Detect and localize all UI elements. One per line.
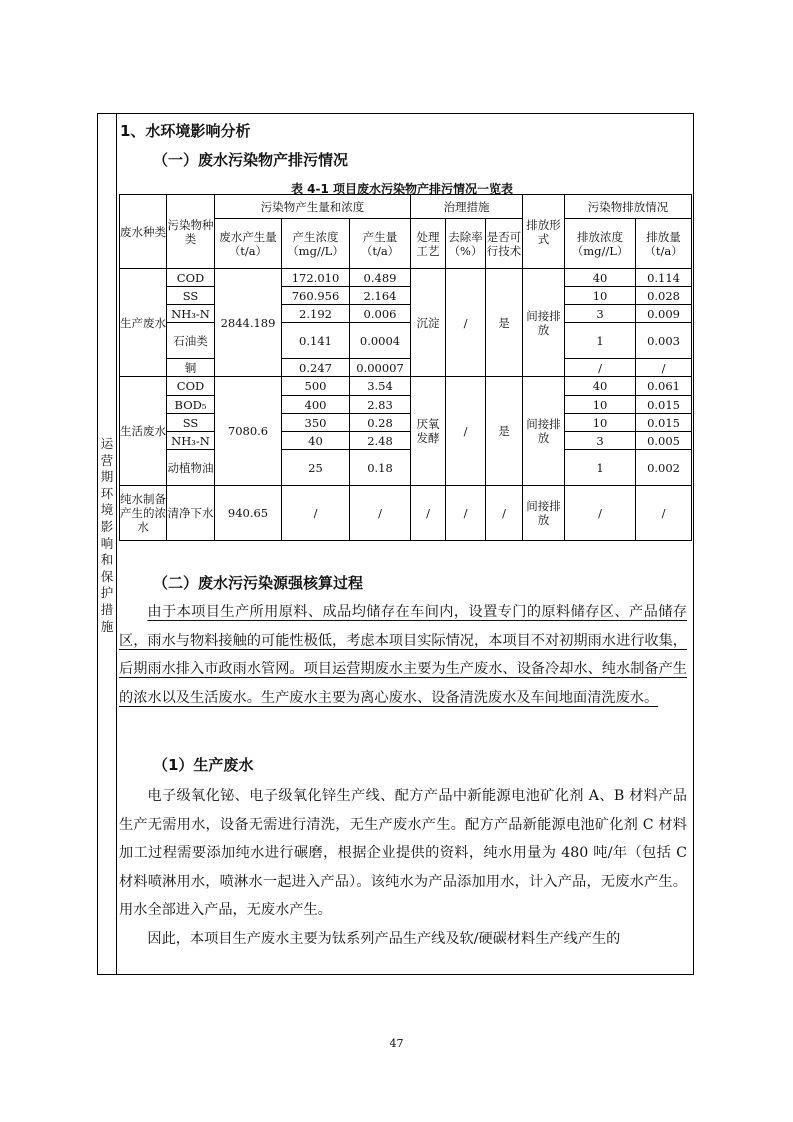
header-discharge-mode: 排放形式 (523, 195, 565, 269)
cell-dis-conc: 40 (565, 377, 636, 396)
cell-pollutant: 动植物油 (167, 450, 215, 486)
cell-dis-conc: 1 (565, 323, 636, 359)
table-row (120, 486, 692, 541)
cell-feasible-domestic: 是 (486, 377, 523, 486)
table-row (120, 450, 692, 486)
cell-feasible-production: 是 (486, 269, 523, 377)
cell-gen-conc: 0.141 (282, 323, 350, 359)
table-row (120, 377, 692, 396)
table-row (120, 414, 692, 432)
cell-gen-conc: 760.956 (282, 287, 350, 305)
header-dis-amount: 排放量（t/a） (636, 219, 692, 269)
side-label: 运营期环境影响和保护措施 (100, 436, 114, 634)
table-row (120, 269, 692, 287)
header-discharge: 污染物排放情况 (565, 195, 692, 219)
paragraph-conclusion: 因此，本项目生产废水主要为钛系列产品生产线及软/硬碳材料生产线产生的 (147, 931, 621, 947)
cell-gen-amount: 0.489 (350, 269, 411, 287)
wastewater-table (119, 194, 692, 541)
cell-pollutant: NH₃-N (167, 432, 215, 450)
cell-dis-amount: 0.114 (636, 269, 692, 287)
cell-gen-amount: 2.164 (350, 287, 411, 305)
cell-gen-amount: 2.48 (350, 432, 411, 450)
cell-gen-conc: / (282, 486, 350, 541)
cell-dis-conc: / (565, 486, 636, 541)
paragraph-rainwater: 由于本项目生产所用原料、成品均储存在车间内，设置专门的原料储存区、产品储存区，雨水与物料接触的可能性极低，考虑本项目实际情况，本项目不对初期雨水进行收集，后期雨水排入市政雨水管网。项目运营期废水主要为生产废水、设备冷却水、纯水制备产生的浓水以及生活废水。生产废水主要为离心废水、设备清洗废水及车间地面清洗废水。 (119, 604, 687, 706)
cell-dis-amount: 0.015 (636, 414, 692, 432)
heading-wastewater-emission: （一）废水污染物产排污情况 (153, 151, 349, 169)
cell-dis-conc: 10 (565, 396, 636, 414)
heading-source-accounting: （二）废水污污染源强核算过程 (153, 574, 364, 592)
heading-water-impact: 1、水环境影响分析 (120, 122, 251, 140)
header-process: 处理工艺 (411, 219, 446, 269)
cell-dis-conc: 3 (565, 432, 636, 450)
cell-dis-amount: 0.061 (636, 377, 692, 396)
cell-dis-amount: 0.009 (636, 305, 692, 323)
cell-gen-conc: 400 (282, 396, 350, 414)
cell-dis-conc: 1 (565, 450, 636, 486)
cell-feasible: / (486, 486, 523, 541)
table-row (120, 287, 692, 305)
cell-removal-domestic: / (446, 377, 486, 486)
header-feasible: 是否可行技术 (486, 219, 523, 269)
header-treatment: 治理措施 (411, 195, 523, 219)
paragraph-production: 电子级氧化铋、电子级氧化锌生产线、配方产品中新能源电池矿化剂 A、B 材料产品生产无需用水，设备无需进行清洗，无生产废水产生。配方产品新能源电池矿化剂 C 材料加工过程需要添加纯水进行碾磨，根据企业提供的资料，纯水用量为 480 吨/年（包括 C 材料喷淋用水，喷淋水一起进入产品）。该纯水为产品添加用水，计入产品，无废水产生。用水全部进入产品，无废水产生。 (119, 788, 687, 919)
cell-gen-amount: 3.54 (350, 377, 411, 396)
cell-pollutant: COD (167, 377, 215, 396)
cell-volume-production: 2844.189 (215, 269, 282, 377)
cell-pollutant: SS (167, 414, 215, 432)
cell-pollutant: 石油类 (167, 323, 215, 359)
cell-pollutant: COD (167, 269, 215, 287)
cell-gen-amount: 2.83 (350, 396, 411, 414)
cell-dis-amount: 0.028 (636, 287, 692, 305)
cell-dis-amount: / (636, 486, 692, 541)
cell-gen-conc: 0.247 (282, 359, 350, 377)
cell-dis-conc: / (565, 359, 636, 377)
page-number: 47 (389, 1037, 404, 1050)
cell-gen-conc: 40 (282, 432, 350, 450)
cell-gen-amount: 0.0004 (350, 323, 411, 359)
cell-gen-amount: 0.00007 (350, 359, 411, 377)
table-row (120, 432, 692, 450)
header-gen-conc: 产生浓度（mg//L） (282, 219, 350, 269)
cell-dis-amount: 0.005 (636, 432, 692, 450)
cell-pollutant: BOD₅ (167, 396, 215, 414)
cell-gen-conc: 500 (282, 377, 350, 396)
cell-volume-concentrate: 940.65 (215, 486, 282, 541)
cell-dis-conc: 40 (565, 269, 636, 287)
header-ww-volume: 废水产生量（t/a） (215, 219, 282, 269)
cell-dis-amount: 0.003 (636, 323, 692, 359)
cell-dis-amount: 0.015 (636, 396, 692, 414)
header-removal: 去除率（%） (446, 219, 486, 269)
cell-gen-conc: 350 (282, 414, 350, 432)
header-generation: 污染物产生量和浓度 (215, 195, 411, 219)
cell-gen-amount: / (350, 486, 411, 541)
heading-production-wastewater: （1）生产废水 (153, 756, 254, 774)
cell-gen-conc: 25 (282, 450, 350, 486)
cell-dis-amount: 0.002 (636, 450, 692, 486)
side-column (98, 114, 117, 974)
cell-pollutant: SS (167, 287, 215, 305)
cell-gen-amount: 0.28 (350, 414, 411, 432)
header-pollutant: 污染物种类 (167, 195, 215, 269)
cell-volume-domestic: 7080.6 (215, 377, 282, 486)
cell-removal: / (446, 486, 486, 541)
table-row (120, 323, 692, 359)
header-gen-amount: 产生量（t/a） (350, 219, 411, 269)
table-row (120, 396, 692, 414)
cell-type-production: 生产废水 (120, 269, 167, 377)
cell-gen-amount: 0.006 (350, 305, 411, 323)
header-type: 废水种类 (120, 195, 167, 269)
cell-process-domestic: 厌氧发酵 (411, 377, 446, 486)
cell-pollutant: 铜 (167, 359, 215, 377)
content-frame (97, 113, 694, 975)
header-dis-conc: 排放浓度（mg//L） (565, 219, 636, 269)
cell-pollutant: 清净下水 (167, 486, 215, 541)
cell-dis-conc: 3 (565, 305, 636, 323)
cell-process: / (411, 486, 446, 541)
cell-dis-conc: 10 (565, 414, 636, 432)
cell-gen-amount: 0.18 (350, 450, 411, 486)
table-caption: 表 4-1 项目废水污染物产排污情况一览表 (290, 182, 514, 196)
cell-mode-domestic: 间接排放 (523, 377, 565, 486)
cell-dis-conc: 10 (565, 287, 636, 305)
cell-pollutant: NH₃-N (167, 305, 215, 323)
cell-type-concentrate: 纯水制备产生的浓水 (120, 486, 167, 541)
cell-mode: 间接排放 (523, 486, 565, 541)
table-row (120, 359, 692, 377)
cell-dis-amount: / (636, 359, 692, 377)
cell-gen-conc: 172.010 (282, 269, 350, 287)
cell-type-domestic: 生活废水 (120, 377, 167, 486)
cell-mode-production: 间接排放 (523, 269, 565, 377)
cell-process-production: 沉淀 (411, 269, 446, 377)
table-row (120, 305, 692, 323)
cell-removal-production: / (446, 269, 486, 377)
cell-gen-conc: 2.192 (282, 305, 350, 323)
